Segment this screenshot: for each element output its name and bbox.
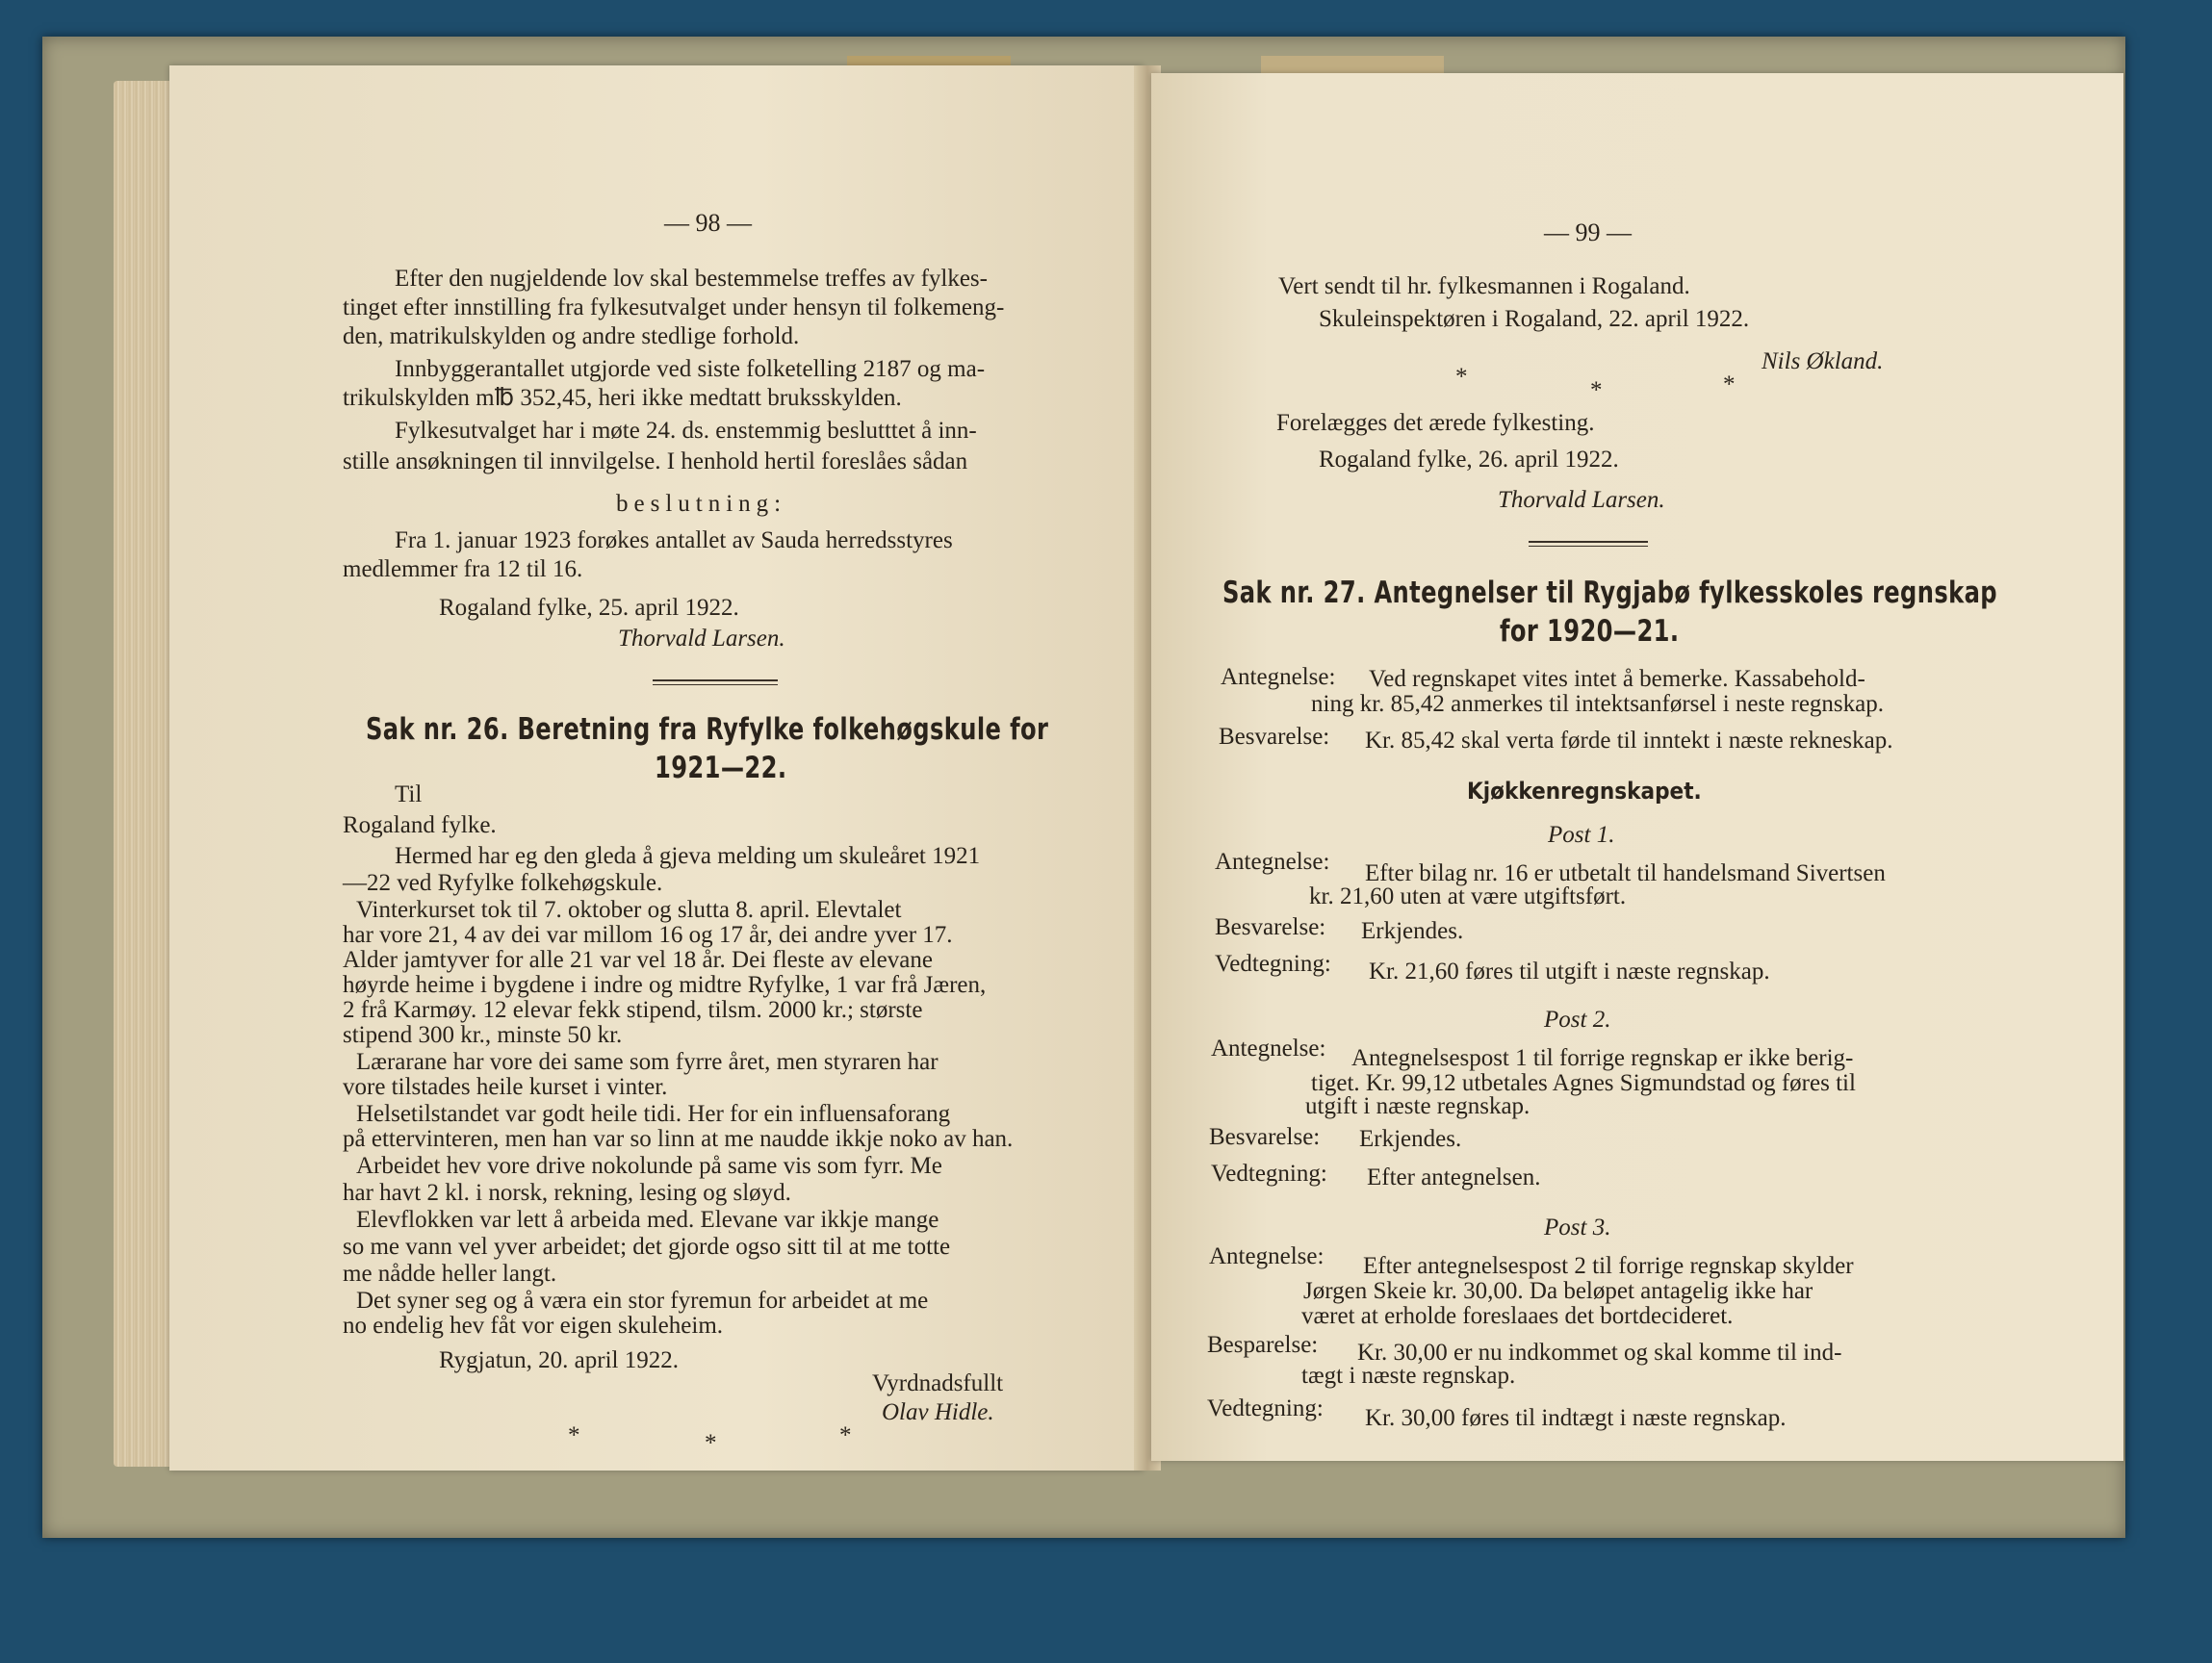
entry-text: tægt i næste regnskap. <box>1301 1363 1516 1389</box>
section-heading: for 1920—21. <box>1500 614 1680 649</box>
text-line: Alder jamtyver for alle 21 var vel 18 år. Dei fleste av elevane <box>343 947 933 973</box>
signature: Thorvald Larsen. <box>618 626 785 652</box>
text-line: Det syner seg og å væra ein stor fyremun for arbeidet at me <box>356 1288 929 1314</box>
text-line: Til <box>395 781 423 807</box>
entry-text: Erkjendes. <box>1361 918 1464 944</box>
text-line: Helsetilstandet var godt heile tidi. Her for ein influensaforang <box>356 1101 951 1127</box>
text-line: medlemmer fra 12 til 16. <box>343 556 583 582</box>
entry-text: Jørgen Skeie kr. 30,00. Da beløpet antagelig ikke har <box>1303 1278 1813 1304</box>
text-line: Skuleinspektøren i Rogaland, 22. april 1922. <box>1319 306 1750 332</box>
text-line: Innbyggerantallet utgjorde ved siste folketelling 2187 og ma- <box>395 356 986 382</box>
text-line: tinget efter innstilling fra fylkesutvalget under hensyn til folkemeng- <box>343 294 1005 320</box>
asterisk: * <box>839 1422 852 1448</box>
section-heading: Sak nr. 26. Beretning fra Ryfylke folkehøgskule for <box>366 712 1049 747</box>
text-line: vore tilstades heile kurset i vinter. <box>343 1074 668 1100</box>
asterisk: * <box>1723 371 1736 397</box>
text-line: —22 ved Ryfylke folkehøgskule. <box>343 870 663 896</box>
signature: Thorvald Larsen. <box>1498 487 1665 513</box>
entry-text: Efter bilag nr. 16 er utbetalt til handelsmand Sivertsen <box>1365 860 1886 886</box>
text-line: den, matrikulskylden og andre stedlige forhold. <box>343 323 800 349</box>
entry-text: tiget. Kr. 99,12 utbetales Agnes Sigmundstad og føres til <box>1311 1070 1856 1096</box>
signature: Olav Hidle. <box>882 1399 994 1425</box>
text-line: Forelægges det ærede fylkesting. <box>1276 410 1595 436</box>
entry-label: Antegnelse: <box>1215 849 1330 875</box>
text-line: stipend 300 kr., minste 50 kr. <box>343 1022 623 1048</box>
closing: Vyrdnadsfullt <box>872 1370 1004 1396</box>
place-date: Rygjatun, 20. april 1922. <box>439 1347 679 1373</box>
text-line: Fylkesutvalget har i møte 24. ds. enstemmig beslutttet å inn- <box>395 418 977 444</box>
asterisk: * <box>568 1422 580 1448</box>
entry-text: Kr. 30,00 er nu indkommet og skal komme til ind- <box>1357 1340 1842 1366</box>
text-line: Rogaland fylke, 26. april 1922. <box>1319 447 1619 473</box>
text-line: Rogaland fylke. <box>343 812 497 838</box>
text-line: har vore 21, 4 av dei var millom 16 og 17 år, dei andre yver 17. <box>343 922 953 948</box>
entry-text: ning kr. 85,42 anmerkes til intektsanførsel i neste regnskap. <box>1311 691 1885 717</box>
text-line: no endelig hev fåt vor eigen skuleheim. <box>343 1313 724 1339</box>
entry-text: Antegnelsespost 1 til forrige regnskap er ikke berig- <box>1351 1045 1854 1071</box>
text-line: stille ansøkningen til innvilgelse. I henhold hertil foreslåes sådan <box>343 448 968 474</box>
section-divider <box>1529 541 1648 547</box>
entry-label: Vedtegning: <box>1207 1395 1324 1421</box>
text-line: 2 frå Karmøy. 12 elevar fekk stipend, tilsm. 2000 kr.; største <box>343 997 923 1023</box>
entry-label: Antegnelse: <box>1221 664 1336 690</box>
entry-label: Besparelse: <box>1207 1332 1319 1358</box>
entry-label: Vedtegning: <box>1211 1161 1327 1187</box>
text-line: på ettervinteren, men han var so linn at me naudde ikkje noko av han. <box>343 1126 1014 1152</box>
entry-text: Kr. 85,42 skal verta førde til inntekt i næste rekneskap. <box>1365 728 1893 754</box>
text-line: Lærarane har vore dei same som fyrre året, men styraren har <box>356 1049 939 1075</box>
text-line: har havt 2 kl. i norsk, rekning, lesing og sløyd. <box>343 1180 791 1206</box>
entry-label: Antegnelse: <box>1209 1243 1325 1269</box>
page-number: — 99 — <box>1544 218 1632 246</box>
entry-label: Besvarelse: <box>1215 914 1326 940</box>
text-line: Hermed har eg den gleda å gjeva melding um skuleåret 1921 <box>395 843 981 869</box>
post-title: Post 2. <box>1544 1007 1611 1033</box>
entry-text: utgift i næste regnskap. <box>1305 1093 1530 1119</box>
entry-text: kr. 21,60 uten at være utgiftsført. <box>1309 883 1627 909</box>
entry-text: Efter antegnelsen. <box>1367 1164 1541 1190</box>
text-line: Fra 1. januar 1923 forøkes antallet av Sauda herredsstyres <box>395 527 953 553</box>
entry-text: Erkjendes. <box>1359 1126 1462 1152</box>
section-divider <box>653 679 778 685</box>
entry-text: Kr. 30,00 føres til indtægt i næste regnskap. <box>1365 1405 1787 1431</box>
post-title: Post 3. <box>1544 1215 1611 1241</box>
entry-label: Vedtegning: <box>1215 951 1331 977</box>
text-line: so me vann vel yver arbeidet; det gjorde ogso sitt til at me totte <box>343 1234 951 1260</box>
section-heading: 1921—22. <box>655 751 787 785</box>
signature: Nils Økland. <box>1762 348 1884 374</box>
entry-text: Efter antegnelsespost 2 til forrige regnskap skylder <box>1363 1253 1854 1279</box>
text-line: Arbeidet hev vore drive nokolunde på same vis som fyrr. Me <box>356 1153 942 1179</box>
page-number: — 98 — <box>664 209 752 237</box>
text-line: trikulskylden m℔ 352,45, heri ikke medtatt bruksskylden. <box>343 385 902 411</box>
kitchen-heading: Kjøkkenregnskapet. <box>1467 778 1702 805</box>
text-line: høyrde heime i bygdene i indre og midtre Ryfylke, 1 var frå Jæren, <box>343 972 987 998</box>
entry-text: Ved regnskapet vites intet å bemerke. Kassabehold- <box>1369 666 1865 692</box>
text-line: Elevflokken var lett å arbeida med. Elevane var ikkje mange <box>356 1207 939 1233</box>
entry-label: Besvarelse: <box>1209 1124 1321 1150</box>
entry-text: været at erholde foreslaaes det bortdecideret. <box>1301 1303 1734 1329</box>
text-line: me nådde heller langt. <box>343 1261 557 1287</box>
decision-heading: beslutning: <box>616 491 787 517</box>
asterisk: * <box>1455 364 1468 390</box>
post-title: Post 1. <box>1548 822 1615 848</box>
text-line: Vinterkurset tok til 7. oktober og slutta 8. april. Elevtalet <box>356 897 902 923</box>
entry-text: Kr. 21,60 føres til utgift i næste regnskap. <box>1369 959 1770 985</box>
text-line: Vert sendt til hr. fylkesmannen i Rogaland. <box>1278 273 1690 299</box>
text-line: Efter den nugjeldende lov skal bestemmelse treffes av fylkes- <box>395 266 988 292</box>
asterisk: * <box>705 1430 717 1456</box>
asterisk: * <box>1590 377 1603 403</box>
entry-label: Besvarelse: <box>1219 724 1330 750</box>
entry-label: Antegnelse: <box>1211 1036 1326 1062</box>
date-line: Rogaland fylke, 25. april 1922. <box>439 595 739 621</box>
section-heading: Sak nr. 27. Antegnelser til Rygjabø fylkesskoles regnskap <box>1222 576 1998 610</box>
